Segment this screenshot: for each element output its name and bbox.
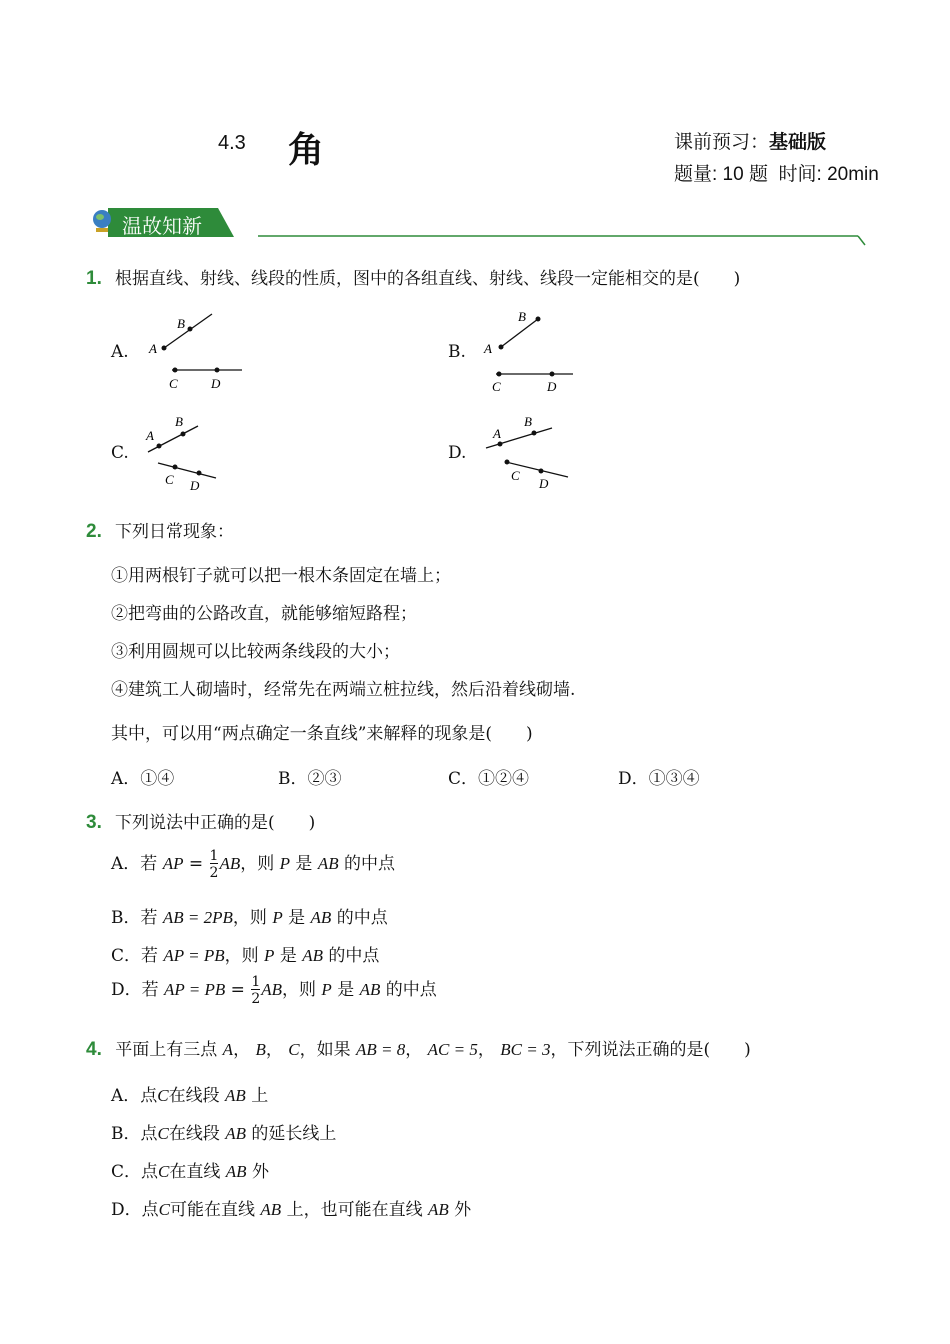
q4-option-a [111, 1081, 268, 1106]
math-expr: AB = 8 [356, 1040, 406, 1059]
math-var: C [158, 1162, 170, 1181]
meta-line-1 [674, 127, 826, 154]
option-prefix: B．点 [111, 1124, 158, 1144]
math-var: C [158, 1200, 170, 1219]
question-text: ，下列说法正确的是( ) [550, 1040, 751, 1060]
math-var: AB [427, 1200, 449, 1219]
q2-option-c: C．①②④ [448, 769, 530, 789]
q3-option-a [111, 849, 395, 880]
option-prefix: A．若 [111, 854, 163, 874]
math-var: B [255, 1040, 266, 1059]
question-2 [86, 517, 234, 543]
label-a: A [484, 341, 492, 356]
math-var: C [157, 1124, 169, 1143]
label-d: D [539, 476, 549, 491]
fraction-denominator: 2 [209, 865, 219, 881]
q2-question: 其中，可以用“两点确定一条直线”来解释的现象是( ) [111, 724, 533, 744]
math-expr: BC = 3 [500, 1040, 551, 1059]
question-text: ， [405, 1040, 428, 1060]
option-text: 在线段 [168, 1086, 226, 1106]
option-text: 在直线 [169, 1162, 226, 1182]
math-var: P [264, 946, 275, 965]
option-prefix: B．若 [111, 908, 163, 928]
math-var: P [272, 908, 283, 927]
label-c: C [169, 376, 178, 391]
option-text: ，则 [240, 854, 280, 874]
question-3 [86, 808, 315, 834]
q1-option-a-letter: A. [111, 342, 129, 362]
math-var: P [321, 980, 332, 999]
question-text: ， [233, 1040, 256, 1060]
math-var: A [222, 1040, 234, 1059]
option-text: 的中点 [338, 854, 396, 874]
q4-option-d [111, 1195, 471, 1220]
label-c: C [165, 472, 174, 487]
question-text: 平面上有三点 [115, 1040, 223, 1060]
q1-option-b-figure [478, 305, 588, 395]
option-text: 可能在直线 [169, 1200, 261, 1220]
math-var: AB [317, 854, 339, 873]
question-text: 下列说法中正确的是( ) [114, 813, 316, 833]
label-b: B [524, 414, 532, 429]
banner-label: 温故知新 [122, 216, 202, 238]
section-banner [88, 205, 868, 249]
q3-option-d [111, 975, 437, 1006]
math-var: C [157, 1086, 169, 1105]
option-prefix: D．点 [111, 1200, 159, 1220]
question-number: 3. [86, 812, 102, 833]
math-eq: = [183, 854, 209, 874]
option-text: 上，也可能在直线 [281, 1200, 428, 1220]
q3-option-c [111, 941, 379, 966]
question-1 [86, 264, 740, 290]
fraction [251, 975, 260, 1006]
q3-option-b [111, 903, 388, 928]
q2-option-d: D．①③④ [618, 769, 700, 789]
option-text: 是 [282, 908, 311, 928]
question-text: 根据直线、射线、线段的性质，图中的各组直线、射线、线段一定能相交的是( ) [114, 269, 741, 289]
math-var: AB [260, 1200, 282, 1219]
math-var: AB [310, 908, 332, 927]
label-a: A [493, 426, 501, 441]
option-text: 外 [448, 1200, 472, 1220]
question-text: ， [477, 1040, 501, 1060]
q2-option-a: A．①④ [111, 769, 175, 789]
q2-option-b: B．②③ [278, 769, 342, 789]
option-text: 是 [274, 946, 303, 966]
option-text: 在线段 [168, 1124, 226, 1144]
option-text: 的延长线上 [246, 1124, 337, 1144]
question-text: ， [265, 1040, 289, 1060]
option-text: 是 [290, 854, 318, 874]
option-text: 的中点 [380, 980, 437, 1000]
fraction-numerator: 1 [251, 974, 261, 990]
q2-item-4: ④建筑工人砌墙时，经常先在两端立桩拉线，然后沿着线砌墙. [111, 680, 576, 700]
option-text: ，则 [282, 980, 322, 1000]
option-prefix: A．点 [111, 1086, 158, 1106]
math-var: P [279, 854, 291, 873]
math-var: AB [225, 1124, 247, 1143]
section-number: 4.3 [218, 132, 246, 154]
banner-graphic [88, 205, 868, 249]
q1-option-a-figure [140, 308, 250, 393]
math-var: AB [225, 1086, 246, 1105]
label-d: D [211, 376, 221, 391]
math-expr: AB [261, 980, 283, 999]
q1-option-b-letter: B. [448, 342, 466, 362]
option-prefix: C．点 [111, 1162, 159, 1182]
option-prefix: D．若 [111, 980, 165, 1000]
banner-rule-end [858, 236, 865, 245]
math-var: AB [302, 946, 324, 965]
math-var: AB [225, 1162, 247, 1181]
option-text: 的中点 [323, 946, 380, 966]
question-4 [86, 1035, 751, 1061]
fraction-numerator: 1 [209, 848, 219, 864]
label-c: C [492, 379, 501, 394]
q4-option-c [111, 1157, 269, 1182]
q1-option-d-figure [478, 410, 578, 495]
label-b: B [518, 309, 526, 324]
q4-option-b [111, 1119, 336, 1144]
label-b: B [175, 414, 183, 429]
option-text: ，则 [224, 946, 265, 966]
q2-item-1: ①用两根钉子就可以把一根木条固定在墙上； [111, 566, 451, 586]
question-text: 下列日常现象： [114, 522, 234, 542]
label-a: A [146, 428, 154, 443]
meta-line-2: 题量: 10 题 时间: 20min [674, 164, 879, 185]
math-expr: AC = 5 [427, 1040, 478, 1059]
page-title: 角 [288, 129, 325, 170]
label-c: C [511, 468, 520, 483]
question-number: 2. [86, 521, 102, 542]
meta-label: 课前预习： [674, 132, 770, 153]
label-d: D [547, 379, 557, 394]
q1-option-d-letter: D. [448, 443, 467, 463]
q1-option-c-letter: C. [111, 443, 129, 463]
option-text: 的中点 [331, 908, 388, 928]
option-text: 是 [331, 980, 360, 1000]
label-d: D [190, 478, 200, 493]
option-text: 上 [245, 1086, 269, 1106]
q1-option-c-figure [140, 410, 230, 495]
label-b: B [177, 316, 185, 331]
math-expr: AB = 2PB [162, 908, 233, 927]
option-text: 外 [246, 1162, 269, 1182]
math-expr: AP [162, 854, 184, 873]
math-eq: = [225, 980, 251, 1000]
question-number: 4. [86, 1039, 102, 1060]
label-a: A [149, 341, 157, 356]
option-prefix: C．若 [111, 946, 164, 966]
fraction-denominator: 2 [251, 991, 261, 1007]
q2-item-2: ②把弯曲的公路改直，就能够缩短路程； [111, 604, 417, 624]
q2-item-3: ③利用圆规可以比较两条线段的大小； [111, 642, 400, 662]
fraction [210, 849, 219, 880]
math-var: AB [359, 980, 381, 999]
meta-level: 基础版 [769, 132, 827, 153]
math-expr: AP = PB [164, 980, 226, 999]
question-number: 1. [86, 268, 102, 289]
math-expr: AB [219, 854, 241, 873]
math-var: C [288, 1040, 300, 1059]
math-expr: AP = PB [163, 946, 225, 965]
option-text: ，则 [232, 908, 273, 928]
question-text: ，如果 [299, 1040, 357, 1060]
